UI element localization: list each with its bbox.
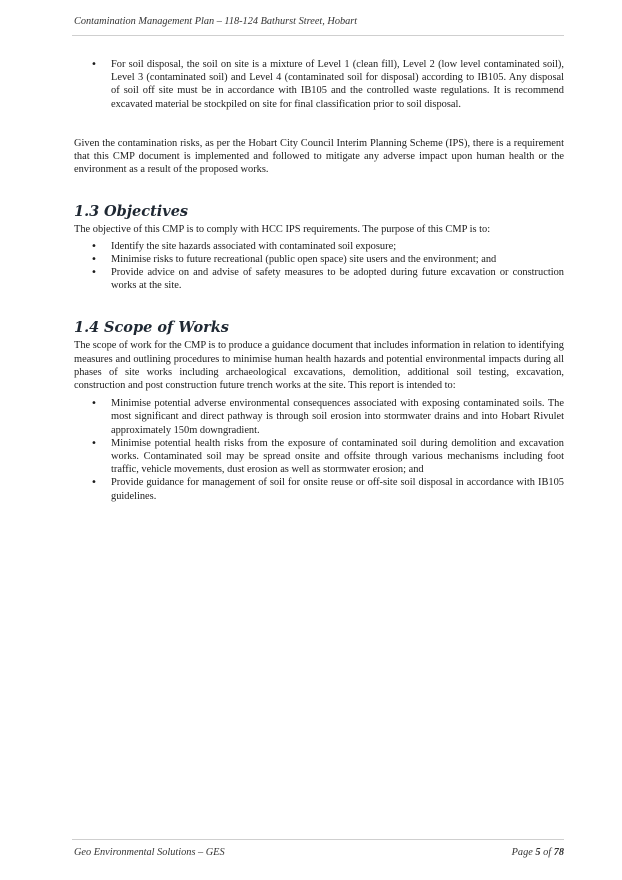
page-of: of [543,847,552,858]
objectives-list [74,240,564,293]
page-current: 5 [535,847,541,858]
list-item: • Provide guidance for management of soil for onsite reuse or off-site soil disposal in accordance with IB105 guidelines. [74,476,564,502]
list-item: • Minimise risks to future recreational (public open space) site users and the environment; and [74,253,564,266]
list-item: • Minimise potential health risks from the exposure of contaminated soil during demolition and excavation works. Contaminated soil may be spread onsite and offsite through various mechanisms including foot traffic, vehicle movements, dust erosion as well as stormwater erosion; and [74,437,564,477]
soil-disposal-list [74,58,564,111]
list-item: • For soil disposal, the soil on site is a mixture of Level 1 (clean fill), Level 2 (low level contaminated soil), Level 3 (contaminated soil) and Level 4 (contaminated soil for disposal) according to IB105. Any disposal of soil off site must be in accordance with IB105 and the controlled waste regulations. It is recommend excavated material be stockpiled on site for final classification prior to soil disposal. [74,58,564,111]
page-content [74,58,564,503]
footer-company: Geo Environmental Solutions – GES [74,847,225,858]
page-number [460,847,564,858]
page-total: 78 [553,847,564,858]
section-number: 1.3 [74,203,100,221]
scope-intro: The scope of work for the CMP is to produce a guidance document that includes information in relation to identifying measures and outlining procedures to minimise human health hazards and potential environmental impacts during all phases of site works including archaeological excavations, demolition, additional soil testing, excavation, construction and post construction future trench works at the site. This report is intended to: [74,340,564,392]
page-label: Page [511,847,533,858]
section-title: Scope of Works [104,319,229,337]
contamination-risks-paragraph: Given the contamination risks, as per the Hobart City Council Interim Planning Scheme (IPS), there is a requirement that this CMP document is implemented and followed to mitigate any adverse impact upon human health or the environment as a result of the proposed works. [74,137,564,176]
section-title: Objectives [104,203,189,221]
list-item: • Identify the site hazards associated with contaminated soil exposure; [74,240,564,253]
list-item: • Provide advice on and advise of safety measures to be adopted during future excavation or construction works at the site. [74,266,564,292]
scope-list [74,397,564,503]
section-number: 1.4 [74,319,100,337]
list-item: • Minimise potential adverse environmental consequences associated with exposing contaminated soils. The most significant and direct pathway is through soil erosion into stormwater drains and into Hobart Rivulet approximately 150m downgradient. [74,397,564,437]
footer-divider [72,839,564,840]
section-heading-objectives [74,203,564,221]
section-heading-scope [74,319,564,337]
header-divider [72,35,564,36]
objectives-intro: The objective of this CMP is to comply with HCC IPS requirements. The purpose of this CMP is to: [74,224,491,236]
running-header: Contamination Management Plan – 118-124 Bathurst Street, Hobart [74,16,358,27]
